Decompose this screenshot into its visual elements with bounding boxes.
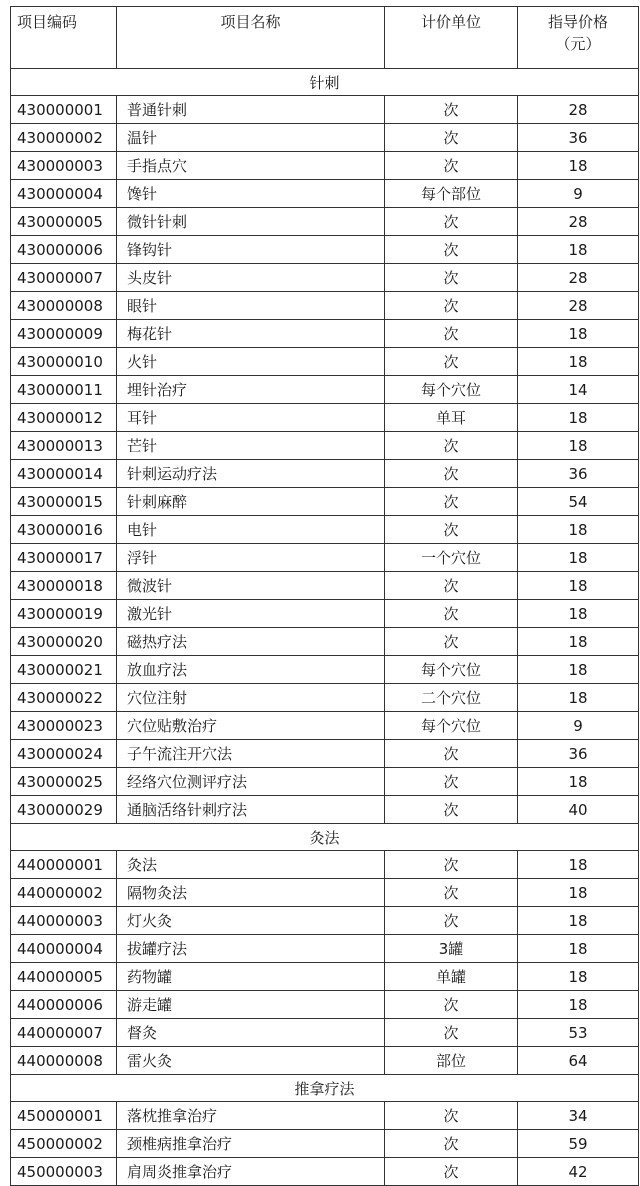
item-name: 激光针 xyxy=(117,600,385,628)
item-code: 430000014 xyxy=(11,460,117,488)
table-row xyxy=(11,236,639,264)
item-unit: 部位 xyxy=(385,1047,518,1075)
header-code: 项目编码 xyxy=(11,7,117,69)
item-unit: 次 xyxy=(385,907,518,935)
table-row xyxy=(11,712,639,740)
header-price-line1: 指导价格 xyxy=(547,13,608,31)
item-unit: 每个穴位 xyxy=(385,656,518,684)
item-price: 36 xyxy=(518,460,639,488)
table-row xyxy=(11,292,639,320)
item-unit: 次 xyxy=(385,1102,518,1130)
item-unit: 次 xyxy=(385,740,518,768)
item-price: 28 xyxy=(518,208,639,236)
item-code: 430000010 xyxy=(11,348,117,376)
item-name: 头皮针 xyxy=(117,264,385,292)
item-unit: 每个穴位 xyxy=(385,376,518,404)
item-price: 34 xyxy=(518,1102,639,1130)
section-row xyxy=(11,69,639,96)
item-code: 430000007 xyxy=(11,264,117,292)
table-row xyxy=(11,1102,639,1130)
item-name: 灸法 xyxy=(117,851,385,879)
item-code: 430000008 xyxy=(11,292,117,320)
item-unit: 次 xyxy=(385,460,518,488)
item-name: 子午流注开穴法 xyxy=(117,740,385,768)
table-row xyxy=(11,768,639,796)
item-name: 经络穴位测评疗法 xyxy=(117,768,385,796)
item-unit: 次 xyxy=(385,991,518,1019)
item-code: 430000020 xyxy=(11,628,117,656)
item-price: 18 xyxy=(518,907,639,935)
section-title: 推拿疗法 xyxy=(11,1075,639,1102)
table-row xyxy=(11,851,639,879)
item-name: 温针 xyxy=(117,124,385,152)
table-row xyxy=(11,376,639,404)
item-name: 眼针 xyxy=(117,292,385,320)
table-row xyxy=(11,991,639,1019)
item-unit: 次 xyxy=(385,152,518,180)
item-code: 430000004 xyxy=(11,180,117,208)
item-price: 28 xyxy=(518,264,639,292)
section-row xyxy=(11,1075,639,1102)
header-row xyxy=(11,7,639,69)
item-price: 18 xyxy=(518,851,639,879)
item-unit: 次 xyxy=(385,236,518,264)
item-code: 430000016 xyxy=(11,516,117,544)
item-name: 肩周炎推拿治疗 xyxy=(117,1158,385,1186)
item-price: 18 xyxy=(518,656,639,684)
price-table xyxy=(10,6,639,1186)
item-unit: 3罐 xyxy=(385,935,518,963)
item-code: 440000007 xyxy=(11,1019,117,1047)
table-row xyxy=(11,1047,639,1075)
item-code: 430000029 xyxy=(11,796,117,824)
item-code: 450000001 xyxy=(11,1102,117,1130)
table-row xyxy=(11,208,639,236)
item-price: 9 xyxy=(518,712,639,740)
item-unit: 二个穴位 xyxy=(385,684,518,712)
item-name: 药物罐 xyxy=(117,963,385,991)
header-price-line2: （元） xyxy=(555,35,601,53)
item-price: 9 xyxy=(518,180,639,208)
item-name: 馋针 xyxy=(117,180,385,208)
item-name: 雷火灸 xyxy=(117,1047,385,1075)
item-name: 微针针刺 xyxy=(117,208,385,236)
item-price: 18 xyxy=(518,991,639,1019)
header-name: 项目名称 xyxy=(117,7,385,69)
item-name: 针刺麻醉 xyxy=(117,488,385,516)
table-row xyxy=(11,1130,639,1158)
table-row xyxy=(11,96,639,124)
item-name: 普通针刺 xyxy=(117,96,385,124)
item-price: 18 xyxy=(518,684,639,712)
table-row xyxy=(11,879,639,907)
item-code: 430000017 xyxy=(11,544,117,572)
item-code: 430000009 xyxy=(11,320,117,348)
item-name: 隔物灸法 xyxy=(117,879,385,907)
item-unit: 次 xyxy=(385,879,518,907)
item-price: 42 xyxy=(518,1158,639,1186)
item-name: 颈椎病推拿治疗 xyxy=(117,1130,385,1158)
table-row xyxy=(11,572,639,600)
item-name: 耳针 xyxy=(117,404,385,432)
item-unit: 次 xyxy=(385,851,518,879)
item-code: 440000004 xyxy=(11,935,117,963)
item-price: 28 xyxy=(518,292,639,320)
item-price: 18 xyxy=(518,348,639,376)
item-name: 微波针 xyxy=(117,572,385,600)
item-price: 64 xyxy=(518,1047,639,1075)
table-row xyxy=(11,1019,639,1047)
item-unit: 单罐 xyxy=(385,963,518,991)
item-price: 18 xyxy=(518,963,639,991)
item-code: 440000001 xyxy=(11,851,117,879)
item-price: 18 xyxy=(518,600,639,628)
item-code: 430000011 xyxy=(11,376,117,404)
table-body xyxy=(11,69,639,1186)
item-price: 18 xyxy=(518,879,639,907)
item-unit: 次 xyxy=(385,264,518,292)
table-row xyxy=(11,432,639,460)
item-code: 430000015 xyxy=(11,488,117,516)
item-code: 430000012 xyxy=(11,404,117,432)
item-name: 针刺运动疗法 xyxy=(117,460,385,488)
item-code: 430000019 xyxy=(11,600,117,628)
item-name: 磁热疗法 xyxy=(117,628,385,656)
item-name: 芒针 xyxy=(117,432,385,460)
item-name: 埋针治疗 xyxy=(117,376,385,404)
section-title: 针刺 xyxy=(11,69,639,96)
item-unit: 次 xyxy=(385,124,518,152)
item-unit: 次 xyxy=(385,432,518,460)
item-price: 18 xyxy=(518,516,639,544)
item-price: 18 xyxy=(518,572,639,600)
item-code: 440000006 xyxy=(11,991,117,1019)
table-row xyxy=(11,935,639,963)
item-unit: 次 xyxy=(385,208,518,236)
table-row xyxy=(11,264,639,292)
table-row xyxy=(11,796,639,824)
item-unit: 次 xyxy=(385,348,518,376)
item-name: 灯火灸 xyxy=(117,907,385,935)
item-price: 36 xyxy=(518,124,639,152)
section-row xyxy=(11,824,639,851)
item-code: 430000025 xyxy=(11,768,117,796)
item-code: 430000021 xyxy=(11,656,117,684)
table-row xyxy=(11,348,639,376)
item-name: 手指点穴 xyxy=(117,152,385,180)
item-unit: 每个部位 xyxy=(385,180,518,208)
item-unit: 次 xyxy=(385,96,518,124)
item-name: 梅花针 xyxy=(117,320,385,348)
item-code: 430000018 xyxy=(11,572,117,600)
item-price: 40 xyxy=(518,796,639,824)
table-row xyxy=(11,600,639,628)
table-row xyxy=(11,320,639,348)
item-name: 拔罐疗法 xyxy=(117,935,385,963)
item-name: 放血疗法 xyxy=(117,656,385,684)
table-row xyxy=(11,628,639,656)
item-price: 18 xyxy=(518,152,639,180)
item-price: 18 xyxy=(518,768,639,796)
table-row xyxy=(11,907,639,935)
item-price: 18 xyxy=(518,544,639,572)
item-name: 穴位注射 xyxy=(117,684,385,712)
item-unit: 次 xyxy=(385,572,518,600)
item-unit: 每个穴位 xyxy=(385,712,518,740)
header-price xyxy=(518,7,639,69)
item-code: 430000024 xyxy=(11,740,117,768)
item-name: 通脑活络针刺疗法 xyxy=(117,796,385,824)
table-row xyxy=(11,460,639,488)
section-title: 灸法 xyxy=(11,824,639,851)
table-row xyxy=(11,656,639,684)
table-row xyxy=(11,740,639,768)
item-price: 18 xyxy=(518,404,639,432)
item-unit: 单耳 xyxy=(385,404,518,432)
table-row xyxy=(11,404,639,432)
item-code: 430000003 xyxy=(11,152,117,180)
item-price: 18 xyxy=(518,320,639,348)
item-unit: 次 xyxy=(385,628,518,656)
item-unit: 次 xyxy=(385,1019,518,1047)
item-name: 落枕推拿治疗 xyxy=(117,1102,385,1130)
item-unit: 次 xyxy=(385,768,518,796)
item-unit: 次 xyxy=(385,488,518,516)
table-row xyxy=(11,124,639,152)
item-code: 430000005 xyxy=(11,208,117,236)
item-price: 53 xyxy=(518,1019,639,1047)
item-price: 18 xyxy=(518,935,639,963)
item-price: 18 xyxy=(518,628,639,656)
item-code: 440000002 xyxy=(11,879,117,907)
item-price: 28 xyxy=(518,96,639,124)
item-code: 430000022 xyxy=(11,684,117,712)
item-code: 440000003 xyxy=(11,907,117,935)
item-price: 14 xyxy=(518,376,639,404)
item-unit: 次 xyxy=(385,600,518,628)
item-name: 督灸 xyxy=(117,1019,385,1047)
item-unit: 次 xyxy=(385,1130,518,1158)
item-code: 440000008 xyxy=(11,1047,117,1075)
item-unit: 次 xyxy=(385,516,518,544)
item-name: 穴位贴敷治疗 xyxy=(117,712,385,740)
item-code: 440000005 xyxy=(11,963,117,991)
item-name: 火针 xyxy=(117,348,385,376)
item-price: 18 xyxy=(518,236,639,264)
table-row xyxy=(11,544,639,572)
item-code: 430000006 xyxy=(11,236,117,264)
table-row xyxy=(11,684,639,712)
item-unit: 次 xyxy=(385,796,518,824)
item-code: 430000002 xyxy=(11,124,117,152)
item-unit: 次 xyxy=(385,320,518,348)
item-code: 430000023 xyxy=(11,712,117,740)
header-unit: 计价单位 xyxy=(385,7,518,69)
item-price: 54 xyxy=(518,488,639,516)
item-price: 18 xyxy=(518,432,639,460)
table-row xyxy=(11,1158,639,1186)
item-name: 浮针 xyxy=(117,544,385,572)
item-name: 锋钩针 xyxy=(117,236,385,264)
item-unit: 次 xyxy=(385,1158,518,1186)
table-row xyxy=(11,152,639,180)
item-unit: 一个穴位 xyxy=(385,544,518,572)
item-code: 450000003 xyxy=(11,1158,117,1186)
item-code: 450000002 xyxy=(11,1130,117,1158)
item-name: 游走罐 xyxy=(117,991,385,1019)
item-price: 36 xyxy=(518,740,639,768)
item-code: 430000013 xyxy=(11,432,117,460)
table-row xyxy=(11,963,639,991)
table-row xyxy=(11,180,639,208)
item-code: 430000001 xyxy=(11,96,117,124)
table-row xyxy=(11,488,639,516)
item-unit: 次 xyxy=(385,292,518,320)
table-row xyxy=(11,516,639,544)
item-name: 电针 xyxy=(117,516,385,544)
item-price: 59 xyxy=(518,1130,639,1158)
